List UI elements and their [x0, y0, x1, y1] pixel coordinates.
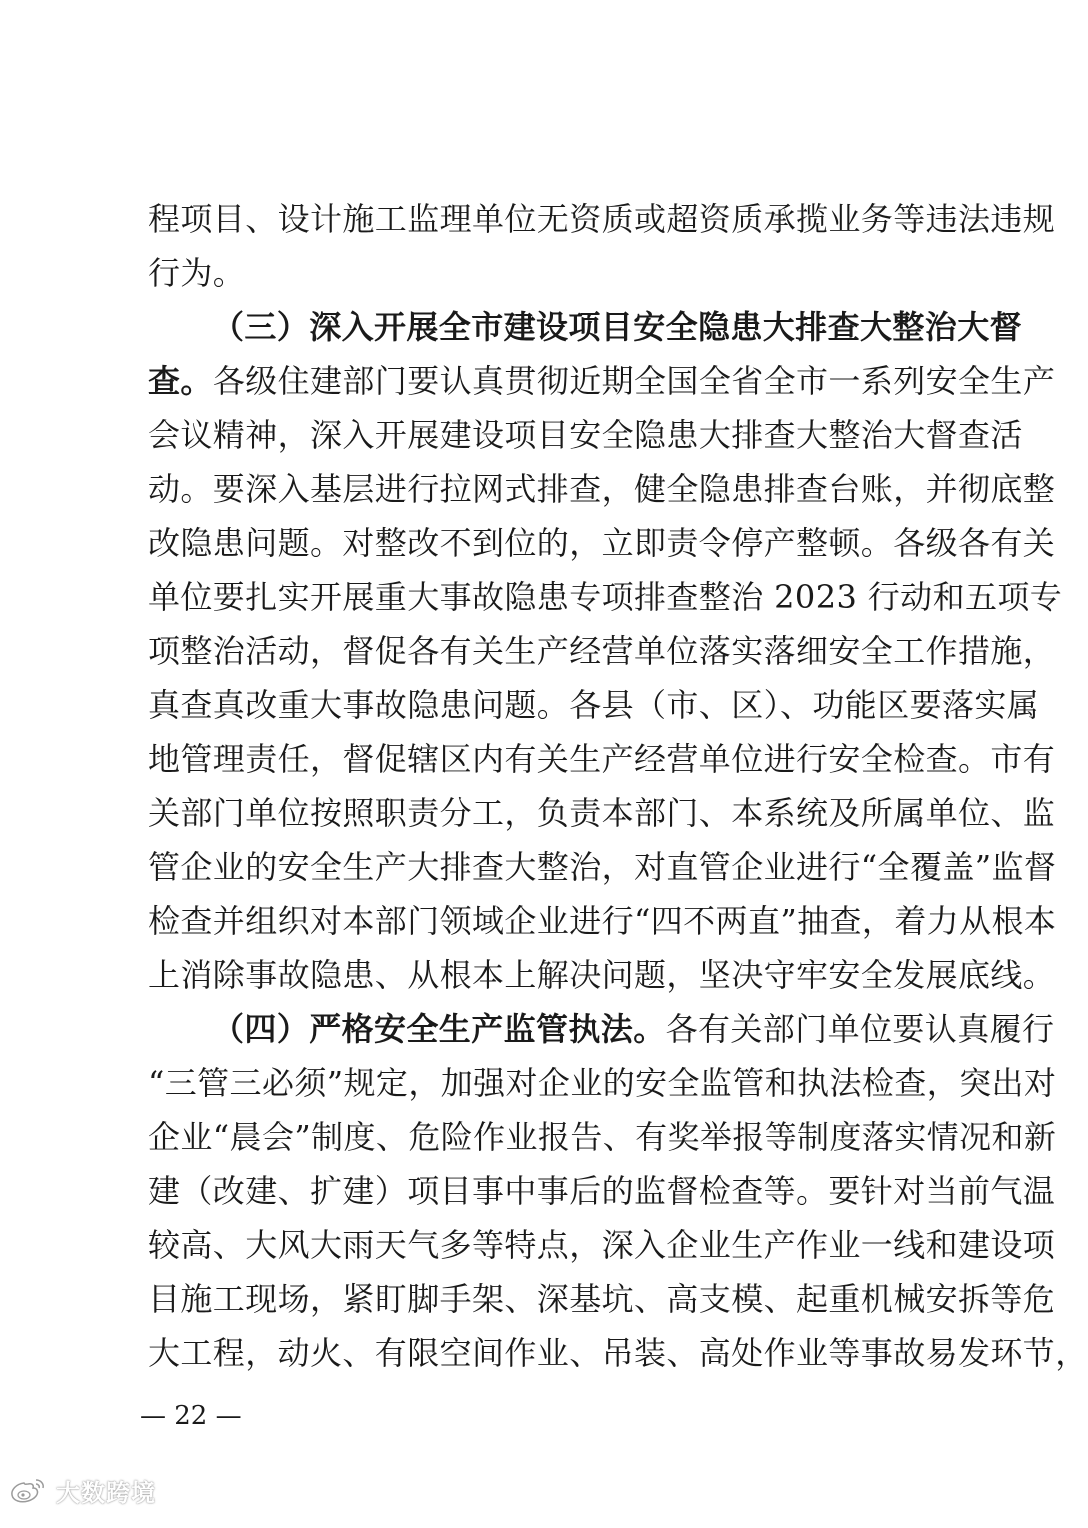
body-line: [148, 732, 1056, 786]
line-text: 上消除事故隐患、从根本上解决问题，坚决守牢安全发展底线。: [148, 956, 1056, 994]
line-text: 各级住建部门要认真贯彻近期全国全省全市一系列安全生产: [212, 362, 1056, 400]
line-text: 大工程，动火、有限空间作业、吊装、高处作业等事故易发环节，: [148, 1334, 1088, 1372]
line-text: 地管理责任，督促辖区内有关生产经营单位进行安全检查。市有: [148, 740, 1056, 778]
line-text: 目施工现场，紧盯脚手架、深基坑、高支模、起重机械安拆等危: [148, 1280, 1056, 1318]
line-text: “三管三必须”规定，加强对企业的安全监管和执法检查，突出对: [148, 1064, 1057, 1102]
body-line: [148, 462, 1056, 516]
line-text: 会议精神，深入开展建设项目安全隐患大排查大整治大督查活: [148, 416, 1023, 454]
line-text: 单位要扎实开展重大事故隐患专项排查整治 2023 行动和五项专: [148, 578, 1063, 616]
body-line: [148, 408, 1023, 462]
line-text: 真查真改重大事故隐患问题。各县（市、区）、功能区要落实属: [148, 686, 1040, 724]
line-text: 各有关部门单位要认真履行: [665, 1010, 1055, 1048]
body-line: [148, 246, 948, 300]
section-heading-three-end: 查。: [148, 362, 213, 400]
page-number: — 22 —: [140, 1401, 242, 1431]
line-text: 较高、大风大雨天气多等特点，深入企业生产作业一线和建设项: [148, 1226, 1056, 1264]
body-line: [148, 570, 1063, 624]
body-line: [148, 948, 1056, 1002]
line-text: 动。要深入基层进行拉网式排查，健全隐患排查台账，并彻底整: [148, 470, 1056, 508]
section-heading-four: （四）严格安全生产监管执法。: [212, 1010, 666, 1048]
line-text: 检查并组织对本部门领域企业进行“四不两直”抽查，着力从根本: [148, 902, 1057, 940]
body-line: [148, 1056, 1057, 1110]
line-text: 管企业的安全生产大排查大整治，对直管企业进行“全覆盖”监督: [148, 848, 1057, 886]
line-text: 行为。: [148, 254, 246, 292]
line-text: 关部门单位按照职责分工，负责本部门、本系统及所属单位、监: [148, 794, 1056, 832]
body-line: [148, 624, 1056, 678]
body-line: [148, 1272, 1056, 1326]
body-line: [148, 1164, 1056, 1218]
body-line: [148, 354, 1056, 408]
watermark: [8, 1470, 156, 1510]
body-line: [148, 840, 1057, 894]
body-line: [148, 1218, 1056, 1272]
line-text: 程项目、设计施工监理单位无资质或超资质承揽业务等违法违规: [148, 200, 1056, 238]
line-text: 项整治活动，督促各有关生产经营单位落实落细安全工作措施，: [148, 632, 1056, 670]
section-heading-line: [212, 300, 1023, 354]
line-text: 建（改建、扩建）项目事中事后的监督检查等。要针对当前气温: [148, 1172, 1056, 1210]
body-line: [148, 894, 1057, 948]
body-line: [148, 786, 1056, 840]
body-line: [148, 192, 1056, 246]
section-heading-line: [212, 1002, 1055, 1056]
watermark-text: 大数跨境: [56, 1478, 156, 1507]
line-text: 改隐患问题。对整改不到位的，立即责令停产整顿。各级各有关: [148, 524, 1056, 562]
section-heading-three: （三）深入开展全市建设项目安全隐患大排查大整治大督: [212, 308, 1023, 346]
body-line: [148, 1326, 1088, 1380]
line-text: 企业“晨会”制度、危险作业报告、有奖举报等制度落实情况和新: [148, 1118, 1057, 1156]
weibo-logo-icon: [8, 1475, 48, 1505]
body-line: [148, 516, 1056, 570]
body-line: [148, 678, 1040, 732]
body-line: [148, 1110, 1057, 1164]
